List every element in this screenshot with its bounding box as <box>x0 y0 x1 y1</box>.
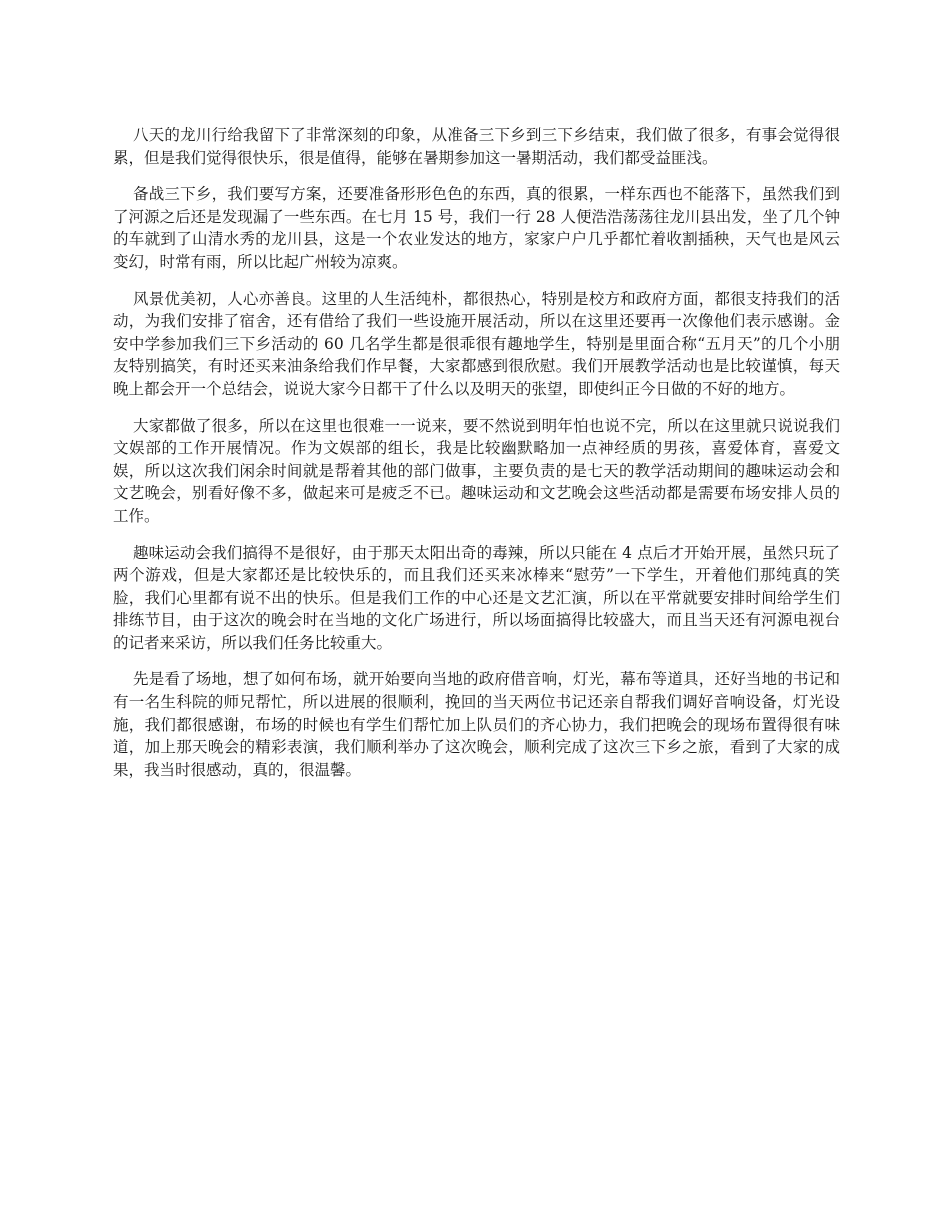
paragraph-6: 先是看了场地，想了如何布场，就开始要向当地的政府借音响，灯光，幕布等道具，还好当地的书记和有一名生科院的师兄帮忙，所以进展的很顺利，挽回的当天两位书记还亲自帮我们调好音响设备，灯光设施，我们都很感谢，布场的时候也有学生们帮忙加上队员们的齐心协力，我们把晚会的现场布置得很有味道，加上那天晚会的精彩表演，我们顺利举办了这次晚会，顺利完成了这次三下乡之旅，看到了大家的成果，我当时很感动，真的，很温馨。 <box>113 670 840 779</box>
document-body <box>113 124 840 795</box>
paragraph-5: 趣味运动会我们搞得不是很好，由于那天太阳出奇的毒辣，所以只能在 4 点后才开始开展，虽然只玩了两个游戏，但是大家都还是比较快乐的，而且我们还买来冰棒来“慰劳”一下学生，开着他们那纯真的笑脸，我们心里都有说不出的快乐。但是我们工作的中心还是文艺汇演，所以在平常就要安排时间给学生们排练节目，由于这次的晚会时在当地的文化广场进行，所以场面搞得比较盛大，而且当天还有河源电视台的记者来采访，所以我们任务比较重大。 <box>113 543 840 652</box>
paragraph-2: 备战三下乡，我们要写方案，还要准备形形色色的东西，真的很累，一样东西也不能落下，虽然我们到了河源之后还是发现漏了一些东西。在七月 15 号，我们一行 28 人便浩浩荡荡往龙川县出发，坐了几个钟的车就到了山清水秀的龙川县，这是一个农业发达的地方，家家户户几乎都忙着收割插秧，天气也是风云变幻，时常有雨，所以比起广州较为凉爽。 <box>113 185 840 271</box>
paragraph-3: 风景优美初，人心亦善良。这里的人生活纯朴，都很热心，特别是校方和政府方面，都很支持我们的活动，为我们安排了宿舍，还有借给了我们一些设施开展活动，所以在这里还要再一次像他们表示感谢。金安中学参加我们三下乡活动的 60 几名学生都是很乖很有趣地学生，特别是里面合称“五月天”的几个小朋友特别搞笑，有时还买来油条给我们作早餐，大家都感到很欣慰。我们开展教学活动也是比较谨慎，每天晚上都会开一个总结会，说说大家今日都干了什么以及明天的张望，即使纠正今日做的不好的地方。 <box>113 289 840 398</box>
paragraph-1: 八天的龙川行给我留下了非常深刻的印象，从准备三下乡到三下乡结束，我们做了很多，有事会觉得很累，但是我们觉得很快乐，很是值得，能够在暑期参加这一暑期活动，我们都受益匪浅。 <box>113 126 840 167</box>
paragraph-4: 大家都做了很多，所以在这里也很难一一说来，要不然说到明年怕也说不完，所以在这里就只说说我们文娱部的工作开展情况。作为文娱部的组长，我是比较幽默略加一点神经质的男孩，喜爱体育，喜爱文娱，所以这次我们闲余时间就是帮着其他的部门做事，主要负责的是七天的教学活动期间的趣味运动会和文艺晚会，别看好像不多，做起来可是疲乏不已。趣味运动和文艺晚会这些活动都是需要布场安排人员的工作。 <box>113 416 840 525</box>
